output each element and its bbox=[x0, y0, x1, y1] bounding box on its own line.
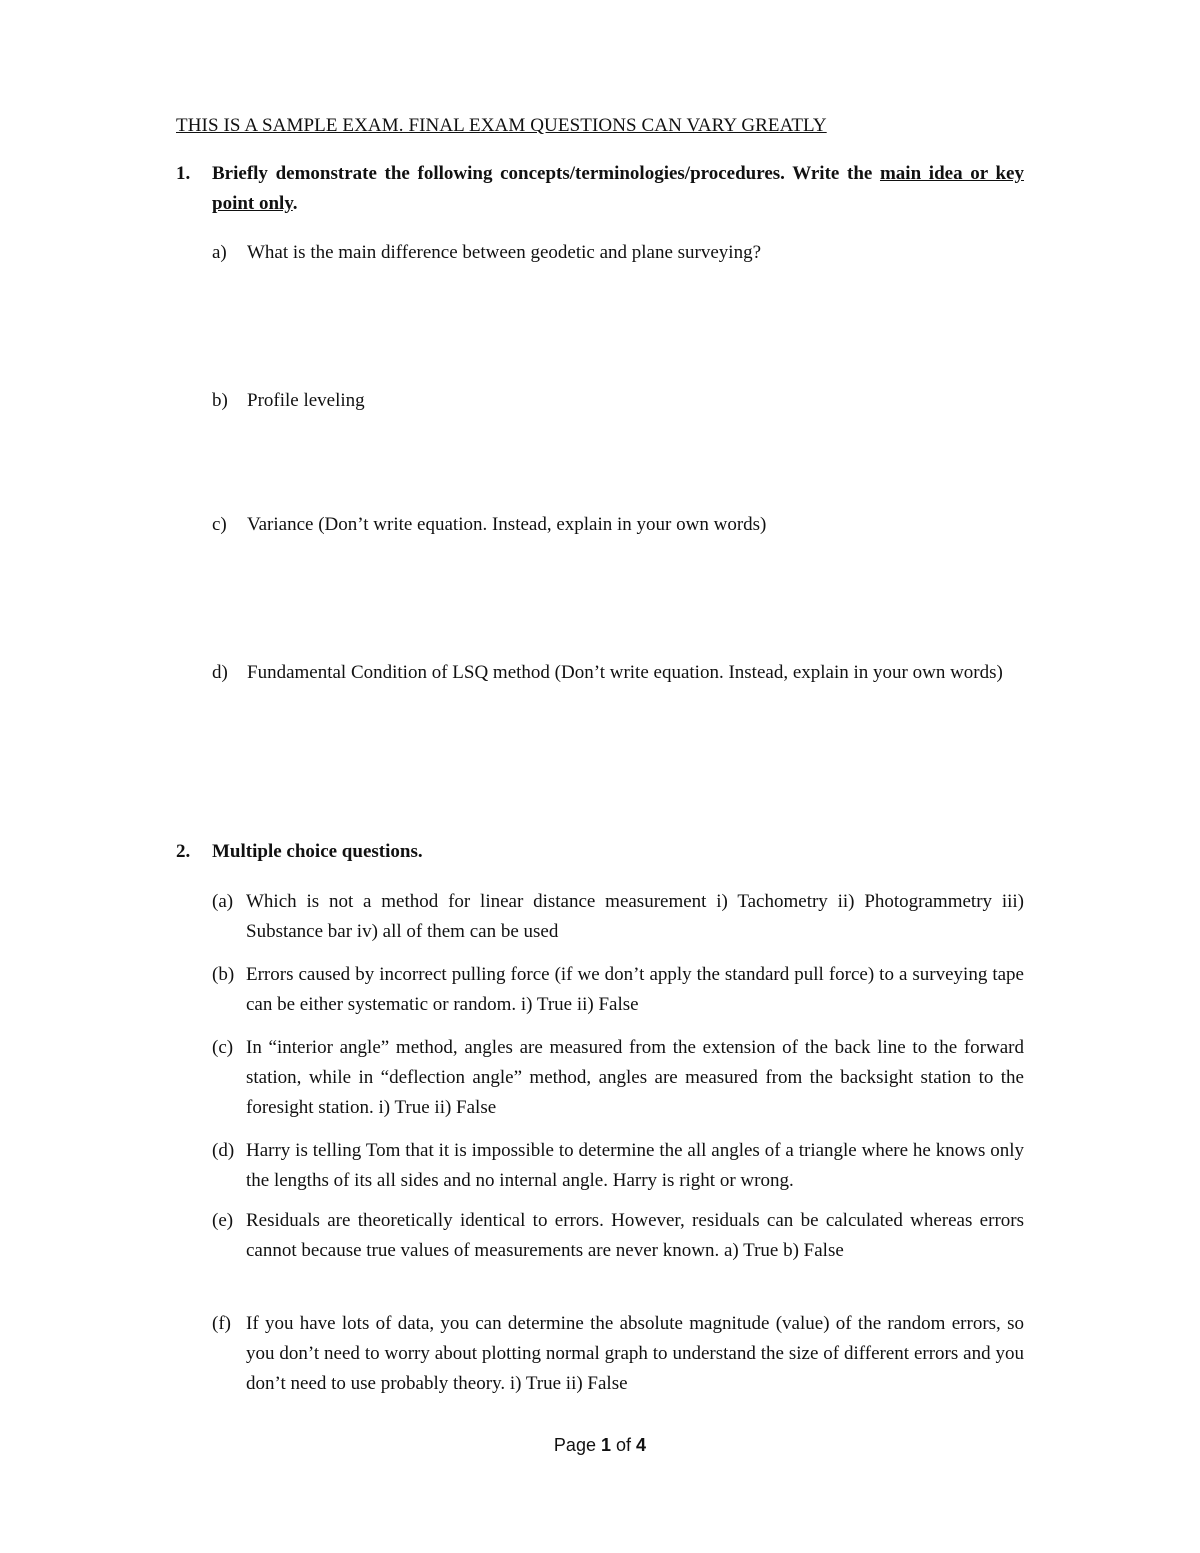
question-2-title: Multiple choice questions. bbox=[212, 841, 423, 862]
q1-item-c-label: c) bbox=[212, 514, 227, 535]
q2-item-e-text: Residuals are theoretically identical to errors. However, residuals can be calculated whereas errors cannot because true values of measurements are never known. a) True b) False bbox=[246, 1210, 1024, 1261]
q2-item-a-label: (a) bbox=[212, 891, 234, 912]
q1-item-b-text: Profile leveling bbox=[247, 390, 365, 411]
question-1-number: 1. bbox=[176, 163, 191, 184]
question-1-text-underlined: main idea or key point only bbox=[212, 163, 1024, 214]
q2-item-c-label: (c) bbox=[212, 1037, 234, 1058]
footer-page-number: 1 bbox=[600, 1435, 611, 1455]
q2-item-d-text: Harry is telling Tom that it is impossible to determine the all angles of a triangle where he knows only the lengths of its all sides and no internal angle. Harry is right or wrong. bbox=[246, 1140, 1024, 1191]
q1-item-c-text: Variance (Don’t write equation. Instead, explain in your own words) bbox=[247, 514, 767, 535]
q2-item-b-label: (b) bbox=[212, 964, 235, 985]
footer-of-word: of bbox=[616, 1435, 632, 1455]
q2-item-f-label: (f) bbox=[212, 1313, 231, 1334]
q1-item-b-label: b) bbox=[212, 390, 228, 411]
question-1-text-before: Briefly demonstrate the following concepts/terminologies/procedures. Write the bbox=[212, 163, 880, 184]
q1-item-a-label: a) bbox=[212, 242, 227, 263]
footer-total-pages: 4 bbox=[636, 1435, 647, 1455]
question-1-text-after: . bbox=[292, 193, 298, 214]
q1-item-d-text: Fundamental Condition of LSQ method (Don’t write equation. Instead, explain in your own words) bbox=[247, 662, 1003, 683]
q1-item-a-text: What is the main difference between geodetic and plane surveying? bbox=[247, 242, 762, 263]
q1-item-d-label: d) bbox=[212, 662, 228, 683]
page-footer bbox=[0, 1430, 1200, 1460]
q2-item-f-text: If you have lots of data, you can determine the absolute magnitude (value) of the random errors, so you don’t need to worry about plotting normal graph to understand the size of different errors and you don’t need to use probably theory. i) True ii) False bbox=[246, 1313, 1024, 1394]
q2-item-e-label: (e) bbox=[212, 1210, 234, 1231]
question-2-number: 2. bbox=[176, 841, 191, 862]
q2-item-b-text: Errors caused by incorrect pulling force (if we don’t apply the standard pull force) to a surveying tape can be either systematic or random. i) True ii) False bbox=[246, 964, 1024, 1015]
sample-exam-header: THIS IS A SAMPLE EXAM. FINAL EXAM QUESTIONS CAN VARY GREATLY bbox=[176, 115, 827, 136]
q2-item-c-text: In “interior angle” method, angles are measured from the extension of the back line to the forward station, while in “deflection angle” method, angles are measured from the backsight station to the foresight station. i) True ii) False bbox=[246, 1037, 1024, 1118]
footer-page-word: Page bbox=[553, 1435, 596, 1455]
question-1-prompt bbox=[212, 159, 1024, 219]
q2-item-d-label: (d) bbox=[212, 1140, 235, 1161]
q2-item-a-text: Which is not a method for linear distance measurement i) Tachometry ii) Photogrammetry iii) Substance bar iv) all of them can be used bbox=[246, 891, 1024, 942]
